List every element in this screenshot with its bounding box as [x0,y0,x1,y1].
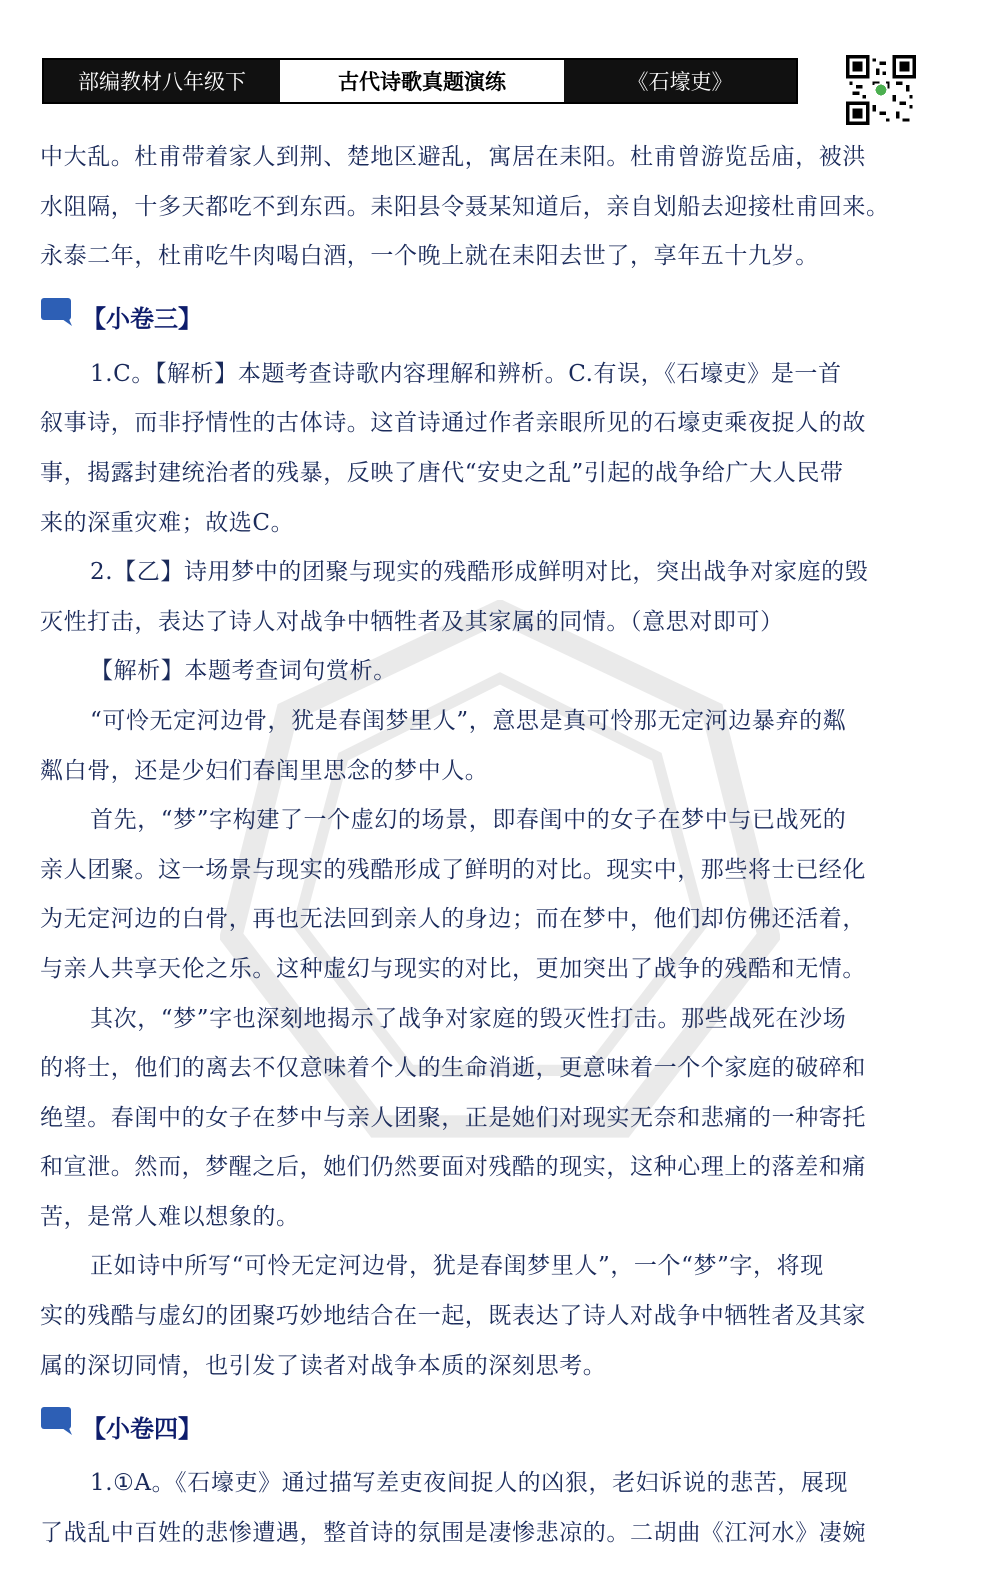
text-line: “可怜无定河边骨，犹是春闺梦里人”，意思是真可怜那无定河边暴弃的粼 [90,707,847,734]
text-line: 水阻隔，十多天都吃不到东西。耒阳县令聂某知道后，亲自划船去迎接杜甫回来。 [40,193,890,220]
section4-body [40,1459,924,1558]
section4-heading [40,1397,924,1455]
page-content [40,133,924,1558]
paragraph [40,350,924,548]
text-line: 来的深重灾难；故选C。 [40,509,295,536]
paragraph [40,796,924,994]
text-line: 亲人团聚。这一场景与现实的残酷形成了鲜明的对比。现实中，那些将士已经化 [40,856,866,883]
text-line: 属的深切同情，也引发了读者对战争本质的深刻思考。 [40,1352,607,1379]
text-line: 事，揭露封建统治者的残暴，反映了唐代“安史之乱”引起的战争给广大人民带 [40,459,844,486]
text-line: 了战乱中百姓的悲惨遭遇，整首诗的氛围是凄惨悲凉的。二胡曲《江河水》凄婉 [40,1519,866,1546]
paragraph [40,647,924,697]
text-line: 永泰二年，杜甫吃牛肉喝白酒，一个晚上就在耒阳去世了，享年五十九岁。 [40,243,819,270]
intro-paragraph [40,133,924,282]
section4-title: 【小卷四】 [82,1414,202,1443]
text-line: 灭性打击，表达了诗人对战争中牺牲者及其家属的同情。（意思对即可） [40,608,784,635]
paragraph [40,1459,924,1558]
text-line: 和宣泄。然而，梦醒之后，她们仍然要面对残酷的现实，这种心理上的落差和痛 [40,1154,866,1181]
text-line: 首先，“梦”字构建了一个虚幻的场景，即春闺中的女子在梦中与已战死的 [90,807,847,834]
qr-code-icon[interactable] [846,55,916,125]
paragraph [40,548,924,647]
text-line: 苦，是常人难以想象的。 [40,1203,300,1230]
text-line: 2.【乙】诗用梦中的团聚与现实的残酷形成鲜明对比，突出战争对家庭的毁 [90,559,869,586]
speech-bubble-icon [40,1406,74,1436]
section3-heading [40,288,924,346]
text-line: 1.C。【解析】本题考查诗歌内容理解和辨析。C.有误，《石壕吏》是一首 [90,360,842,387]
speech-bubble-icon [40,297,74,327]
text-line: 1.①A。《石壕吏》通过描写差吏夜间捉人的凶狠，老妇诉说的悲苦，展现 [90,1470,849,1497]
text-line: 为无定河边的白骨，再也无法回到亲人的身边；而在梦中，他们却仿佛还活着， [40,906,866,933]
text-line: 的将士，他们的离去不仅意味着个人的生命消逝，更意味着一个个家庭的破碎和 [40,1055,866,1082]
paragraph [40,995,924,1243]
paragraph [40,697,924,796]
text-line: 与亲人共享天伦之乐。这种虚幻与现实的对比，更加突出了战争的残酷和无情。 [40,955,866,982]
section3-title: 【小卷三】 [82,305,202,334]
text-line: 叙事诗，而非抒情性的古体诗。这首诗通过作者亲眼所见的石壕吏乘夜捉人的故 [40,410,866,437]
text-line: 其次，“梦”字也深刻地揭示了战争对家庭的毁灭性打击。那些战死在沙场 [90,1005,847,1032]
text-line: 【解析】本题考查词句赏析。 [90,658,397,685]
header-poem-title: 《石壕吏》 [564,60,796,102]
section3-body [40,350,924,1391]
page-header [42,58,798,104]
header-topic-label: 古代诗歌真题演练 [280,60,564,102]
text-line: 绝望。春闺中的女子在梦中与亲人团聚，正是她们对现实无奈和悲痛的一种寄托 [40,1104,866,1131]
text-line: 中大乱。杜甫带着家人到荆、楚地区避乱，寓居在耒阳。杜甫曾游览岳庙，被洪 [40,144,866,170]
text-line: 粼白骨，还是少妇们春闺里思念的梦中人。 [40,757,489,784]
text-line: 实的残酷与虚幻的团聚巧妙地结合在一起，既表达了诗人对战争中牺牲者及其家 [40,1303,866,1330]
text-line: 正如诗中所写“可怜无定河边骨，犹是春闺梦里人”，一个“梦”字，将现 [90,1253,824,1280]
paragraph [40,1242,924,1391]
header-grade-label: 部编教材八年级下 [44,60,280,102]
